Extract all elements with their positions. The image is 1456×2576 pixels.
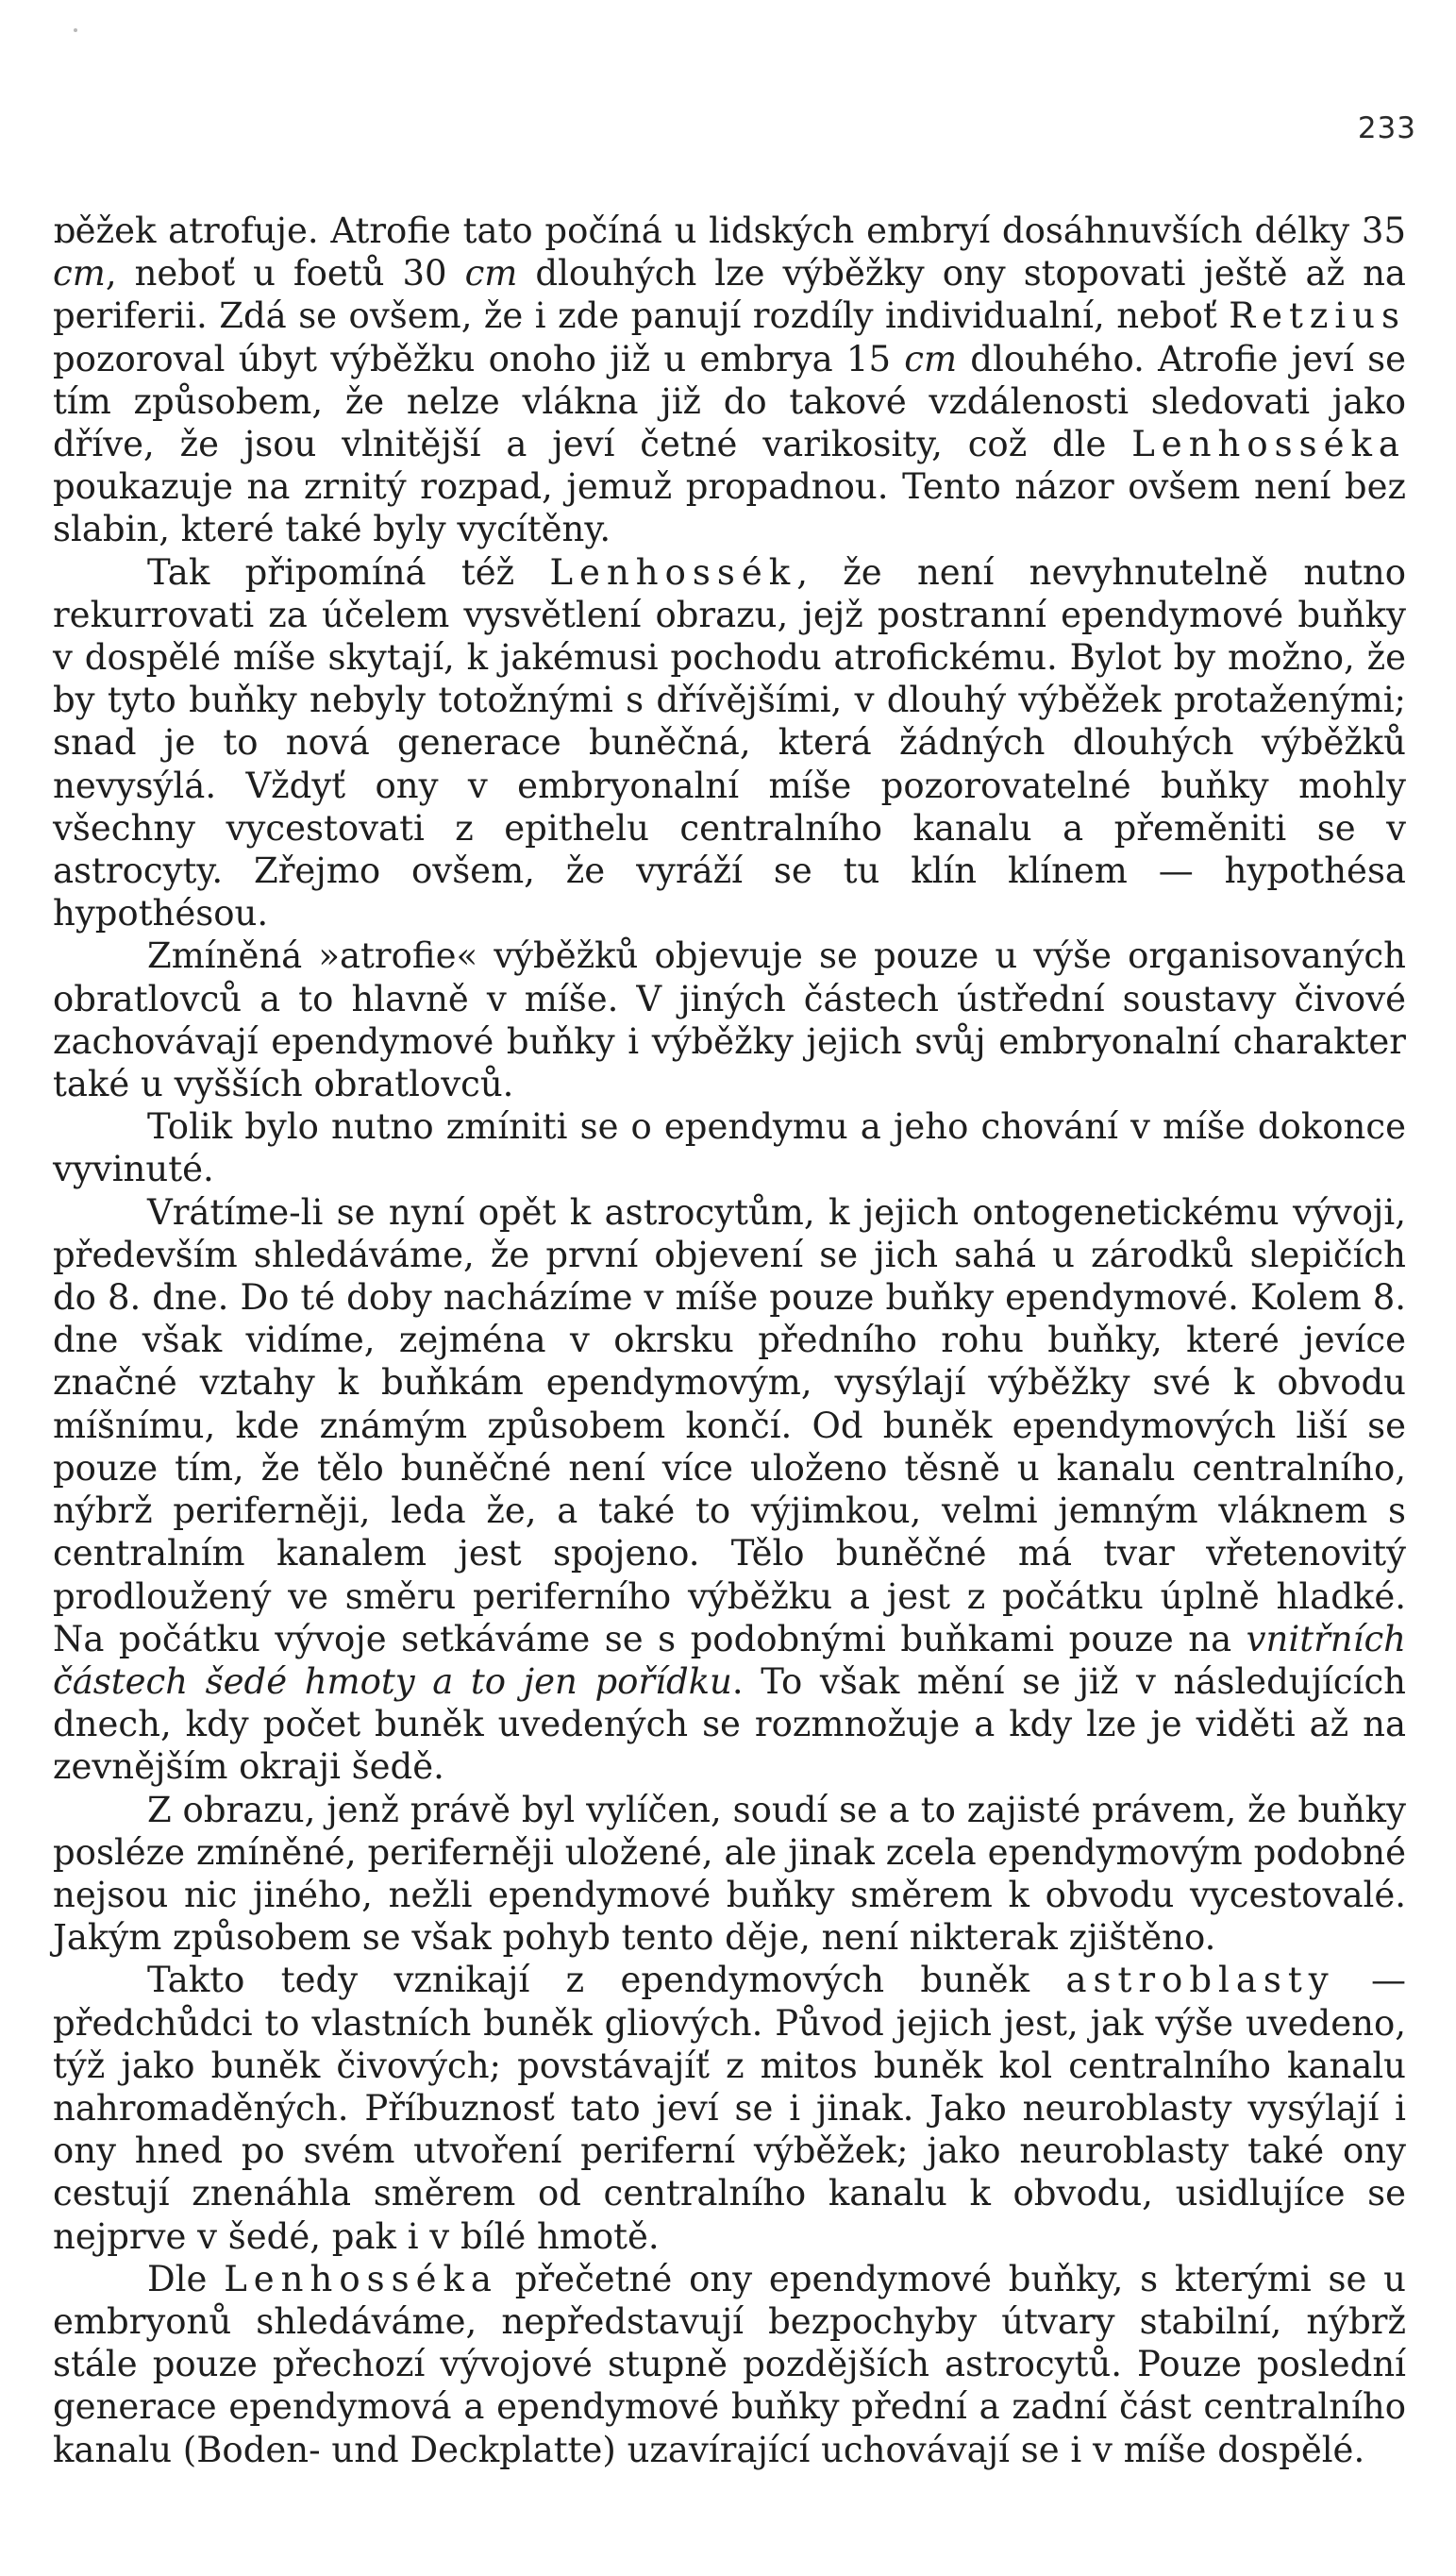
author-name: Lenhosséka: [1131, 424, 1406, 465]
paragraph: [53, 934, 1406, 1105]
paragraph: [53, 1789, 1406, 1960]
emphasis-text: vnitřních částech šedé hmoty a to jen pořídku: [53, 1618, 1406, 1702]
text-run: — předchůdci to vlastních buněk gliových. Původ jejich jest, jak výše uvedeno, týž jako buněk čivových; povstávajíť z mitos buněk kol centralního kanalu nahromaděných. Příbuznosť tato jeví se i jinak. Jako neuroblasty vysýlají i ony hned po svém utvoření periferní výběžek; jako neuroblasty také ony cestují znenáhla směrem od centralního kanalu k obvodu, usidlujíce se nejprve v šedé, pak i v bílé hmotě.: [53, 1960, 1406, 2257]
paragraph: [53, 1959, 1406, 2257]
paragraph: [53, 551, 1406, 935]
text-run: Zmíněná »atrofie« výběžků objevuje se pouze u výše organisovaných obratlovců a to hlavně v míše. V jiných částech ústřední soustavy čivové zachovávají ependymové buňky i výběžky jejich svůj embryonalní charakter také u vyšších obratlovců.: [53, 935, 1406, 1105]
paragraph: [53, 1191, 1406, 1789]
text-run: Tolik bylo nutno zmíniti se o ependymu a jeho chování v míše dokonce vyvinuté.: [53, 1106, 1406, 1190]
author-name: astroblasty: [1065, 1960, 1335, 2001]
body-text: [53, 210, 1406, 2471]
author-name: Lenhossék: [549, 551, 797, 593]
author-name: Retzius: [1229, 295, 1406, 337]
text-run: Vrátíme-li se nyní opět k astrocytům, k jejich ontogenetickému vývoji, především shledáváme, že první objevení se jich sahá u zárodků slepičích do 8. dne. Do té doby nacházíme v míše pouze buňky ependymové. Kolem 8. dne však vidíme, zejména v okrsku předního rohu buňky, které jevíce značné vztahy k buňkám ependymovým, vysýlají výběžky své k obvodu míšnímu, kde známým způsobem končí. Od buněk ependymových liší se pouze tím, že tělo buněčné není více uloženo těsně u kanalu centralního, nýbrž periferněji, leda že, a také to výjimkou, velmi jemným vláknem s centralním kanalem jest spojeno. Tělo buněčné má tvar vřetenovitý prodloužený ve směru periferního výběžku a jest z počátku úplně hladké. Na počátku vývoje setkáváme se s podobnými buňkami pouze na: [53, 1191, 1406, 1659]
text-run: Z obrazu, jenž právě byl vylíčen, soudí se a to zajisté právem, že buňky posléze zmíněné, periferněji uložené, ale jinak zcela ependymovým podobné nejsou nic jiného, nežli ependymové buňky směrem k obvodu vycestovalé. Jakým způsobem se však pohyb tento děje, není nikterak zjištěno.: [53, 1789, 1406, 1959]
text-run: Tak připomíná též: [147, 551, 550, 593]
paper-speck: [74, 28, 77, 32]
text-run: . To však mění se již v následujících dnech, kdy počet buněk uvedených se rozmnožuje a kdy lze je viděti až na zevnějším okraji šedě.: [53, 1660, 1407, 1788]
text-run: poukazuje na zrnitý rozpad, jemuž propadnou. Tento názor ovšem není bez slabin, které také byly vycítěny.: [53, 466, 1406, 550]
text-run: , že není nevyhnutelně nutno rekurrovati za účelem vysvětlení obrazu, jejž postranní ependymové buňky v dospělé míše skytají, k jakémusi pochodu atrofickému. Bylot by možno, že by tyto buňky nebyly totožnými s dřívějšími, v dlouhý výběžek protaženými; snad je to nová generace buněčná, která žádných dlouhých výběžků nevysýlá. Vždyť ony v embryonalní míše pozorovatelné buňky mohly všechny vycestovati z epithelu centralního kanalu a přeměniti se v astrocyty. Zřejmo ovšem, že vyráží se tu klín klínem — hypothésa hypothésou.: [53, 551, 1406, 934]
text-run: přečetné ony ependymové buňky, s kterými se u embryonů shledáváme, nepředstavují bezpochyby útvary stabilní, nýbrž stále pouze přechozí vývojové stupně pozdějších astrocytů. Pouze poslední generace ependymová a ependymové buňky přední a zadní část centralního kanalu (Boden- und Deckplatte) uzavírající uchovávají se i v míše dospělé.: [53, 2258, 1407, 2470]
author-name: Lenhosséka: [224, 2258, 498, 2299]
paragraph: [53, 2258, 1406, 2471]
paragraph: [53, 210, 1406, 551]
page-number: 233: [1357, 111, 1416, 145]
text-run: Takto tedy vznikají z ependymových buněk: [147, 1960, 1066, 2001]
text-run: ɒěžek atrofuje. Atrofie tato počíná u lidských embryí dosáhnuvších délky 35: [53, 210, 1406, 251]
text-run: pozoroval úbyt výběžku onoho již u embrya 15: [53, 338, 905, 379]
text-run: Dle: [147, 2258, 225, 2299]
text-run: , neboť u foetů 30: [105, 253, 465, 295]
paragraph: [53, 1105, 1406, 1190]
emphasis-text: cm: [53, 253, 106, 295]
text-run: dlouhého. Atrofie jeví se tím způsobem, že nelze vlákna již do takové vzdálenosti sledovati jako dříve, že jsou vlnitější a jeví četné varikosity, což dle: [53, 338, 1407, 465]
text-run: dlouhých lze výběžky ony stopovati ještě až na periferii. Zdá se ovšem, že i zde panují rozdíly individualní, neboť: [53, 253, 1406, 337]
emphasis-text: cm: [904, 338, 958, 379]
emphasis-text: cm: [464, 253, 518, 295]
